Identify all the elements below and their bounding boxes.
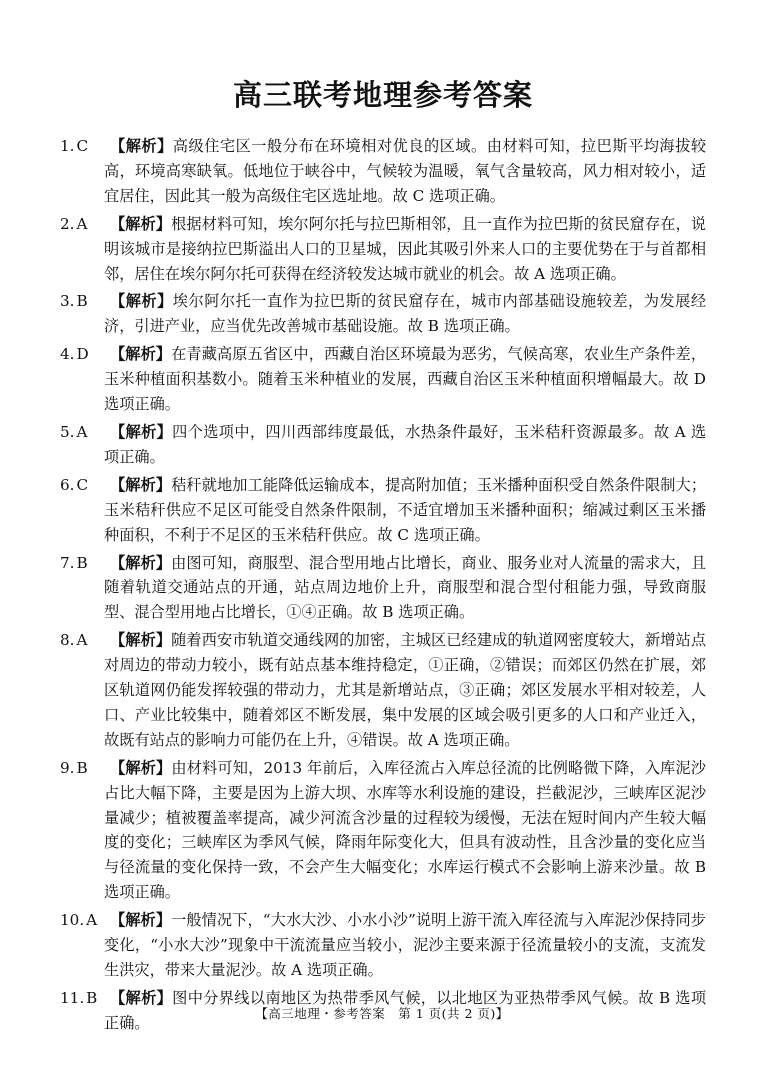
question-number: 6. <box>60 475 75 494</box>
answer-choice: C <box>76 475 89 494</box>
answer-item <box>60 628 706 753</box>
answer-item <box>60 756 706 905</box>
answer-choice: A <box>76 631 88 650</box>
question-number: 1. <box>60 137 75 155</box>
question-number: 4. <box>60 345 75 364</box>
answer-number <box>60 420 87 445</box>
analysis-text: 高级住宅区一般分布在环境相对优良的区域。由材料可知，拉巴斯平均海拔较高，环境高寒缺氧。低地位于峡谷中，气候较为温暖，氧气含量较高，风力相对较小，适宜居住，因此其一般为高级住宅区选址地。故 C 选项正确。 <box>104 137 707 205</box>
answer-choice: A <box>86 911 98 930</box>
analysis-tag: 【解析】 <box>110 422 173 441</box>
analysis-text: 随着西安市轨道交通线网的加密，主城区已经建成的轨道网密度较大，新增站点对周边的带动力较小，既有站点基本维持稳定，①正确，②错误；而郊区仍然在扩展，郊区轨道网仍能发挥较强的带动力，尤其是新增站点，③正确；郊区发展水平相对较差，人口、产业比较集中，随着郊区不断发展，集中发展的区域会吸引更多的人口和产业迁入，故既有站点的影响力可能仍在上升，④错误。故 A 选项正确。 <box>104 631 707 749</box>
answer-number <box>60 908 97 933</box>
answer-number <box>60 756 88 781</box>
question-number: 2. <box>60 214 75 233</box>
answer-choice: B <box>76 292 88 311</box>
page-title: 高三联考地理参考答案 <box>232 78 533 112</box>
answer-choice: B <box>76 758 88 777</box>
answer-number <box>60 212 87 237</box>
analysis-tag: 【解析】 <box>110 345 172 364</box>
analysis-tag: 【解析】 <box>110 988 173 1007</box>
analysis-text: 一般情况下，“大水大沙、小水小沙”说明上游干流入库径流与入库泥沙保持同步变化，“小水大沙”现象中干流流量应当较小，泥沙主要来源于径流量较小的支流，支流发生洪灾，带来大量泥沙。故 A 选项正确。 <box>104 911 706 979</box>
analysis-tag: 【解析】 <box>110 475 172 494</box>
analysis-text: 由图可知，商服型、混合型用地占比增长，商业、服务业对人流量的需求大，且随着轨道交通站点的开通，站点周边地价上升，商服型和混合型付租能力强，导致商服型、混合型用地占比增长，①④正确。故 B 选项正确。 <box>104 553 707 622</box>
answer-choice: D <box>76 345 89 364</box>
answer-number <box>60 289 88 314</box>
answer-choice: B <box>86 988 98 1007</box>
answer-item <box>60 420 706 470</box>
analysis-text: 在青藏高原五省区中，西藏自治区环境最为恶劣，气候高寒，农业生产条件差，玉米种植面积基数小。随着玉米种植业的发展，西藏自治区玉米种植面积增幅最大。故 D 选项正确。 <box>104 345 707 414</box>
question-number: 8. <box>60 631 75 650</box>
answer-number <box>60 473 88 498</box>
analysis-tag: 【解析】 <box>110 553 172 572</box>
question-number: 3. <box>60 292 75 311</box>
question-number: 7. <box>60 553 75 572</box>
answer-list <box>60 134 706 1036</box>
analysis-text: 秸秆就地加工能降低运输成本，提高附加值；玉米播种面积受自然条件限制大；玉米秸秆供应不足区可能受自然条件限制，不适宜增加玉米播种面积；缩减过剩区玉米播种面积，不利于不足区的玉米秸秆供应。故 C 选项正确。 <box>104 475 707 544</box>
analysis-text: 埃尔阿尔托一直作为拉巴斯的贫民窟存在，城市内部基础设施较差，为发展经济，引进产业，应当优先改善城市基础设施。故 B 选项正确。 <box>104 292 707 336</box>
answer-item <box>60 134 706 209</box>
analysis-tag: 【解析】 <box>110 911 172 930</box>
question-number: 5. <box>60 422 75 441</box>
analysis-tag: 【解析】 <box>110 292 173 311</box>
question-number: 10. <box>60 911 85 930</box>
question-number: 11. <box>60 988 85 1007</box>
analysis-tag: 【解析】 <box>110 137 173 155</box>
analysis-text: 根据材料可知，埃尔阿尔托与拉巴斯相邻，且一直作为拉巴斯的贫民窟存在，说明该城市是接纳拉巴斯溢出人口的卫星城，因此其吸引外来人口的主要优势在于与首都相邻，居住在埃尔阿尔托可获得在经济较发达城市就业的机会。故 A 选项正确。 <box>104 214 707 283</box>
analysis-tag: 【解析】 <box>110 631 172 650</box>
question-number: 9. <box>60 758 75 777</box>
answer-choice: A <box>76 422 88 441</box>
answer-item <box>60 473 706 548</box>
page-footer: 【高三地理・参考答案 第 1 页(共 2 页)】 <box>255 1006 509 1021</box>
answer-number <box>60 134 88 159</box>
answer-number <box>60 551 88 576</box>
answer-number <box>60 342 89 367</box>
answer-number <box>60 628 87 653</box>
answer-choice: C <box>76 137 89 155</box>
answer-item <box>60 289 706 339</box>
analysis-tag: 【解析】 <box>110 758 172 777</box>
answer-item <box>60 212 706 287</box>
answer-item <box>60 908 706 983</box>
analysis-text: 图中分界线以南地区为热带季风气候，以北地区为亚热带季风气候。故 B 选项正确。 <box>104 988 707 1032</box>
answer-item <box>60 342 706 417</box>
analysis-text: 四个选项中，四川西部纬度最低，水热条件最好，玉米秸秆资源最多。故 A 选项正确。 <box>104 422 707 466</box>
answer-choice: B <box>76 553 88 572</box>
answer-item <box>60 551 706 626</box>
analysis-tag: 【解析】 <box>110 214 172 233</box>
analysis-text: 由材料可知，2013 年前后，入库径流占入库总径流的比例略微下降，入库泥沙占比大幅下降，主要是因为上游大坝、水库等水利设施的建设，拦截泥沙，三峡库区泥沙量减少；植被覆盖率提高，减少河流含沙量的过程较为缓慢，无法在短时间内产生较大幅度的变化；三峡库区为季风气候，降雨年际变化大，但具有波动性，且含沙量的变化应当与径流量的变化保持一致，不会产生大幅变化；水库运行模式不会影响上游来沙量。故 B 选项正确。 <box>104 758 706 902</box>
answer-choice: A <box>76 214 88 233</box>
